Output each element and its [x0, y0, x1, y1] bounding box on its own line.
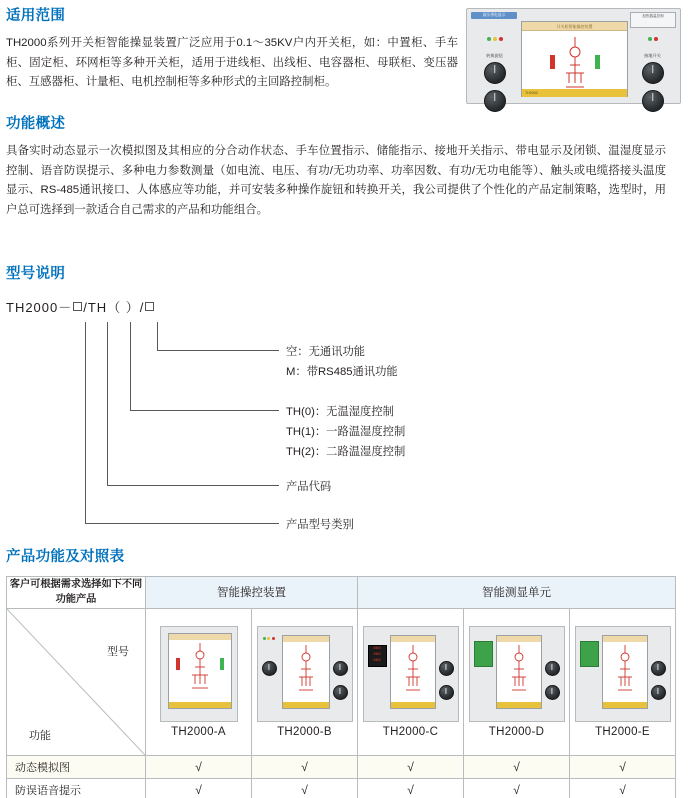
- model-note-5: 产品代码: [286, 481, 332, 493]
- thumb-c-seg-3: 888: [373, 658, 381, 663]
- feature-0-value-1: √: [252, 755, 358, 778]
- product-cell-a: [146, 608, 252, 755]
- product-thumbnail-e: [575, 626, 671, 722]
- thumb-a-screen: [168, 633, 232, 709]
- thumb-c-knob-right[interactable]: [439, 661, 454, 676]
- device-left-knob[interactable]: [484, 62, 506, 84]
- thumb-a-sld-icon: [169, 640, 231, 700]
- product-cell-d: [464, 608, 570, 755]
- product-name-a: TH2000-A: [171, 725, 226, 738]
- leader-line-h3: [107, 485, 279, 486]
- device-right-knob[interactable]: [642, 62, 664, 84]
- feature-name-0: 动态模拟图: [7, 755, 146, 778]
- thumb-b-screen: [282, 635, 330, 709]
- product-cell-c: [358, 608, 464, 755]
- feature-0-value-2: √: [358, 755, 464, 778]
- feature-1-value-1: √: [252, 778, 358, 798]
- feature-1-value-2: √: [358, 778, 464, 798]
- device-screen: [521, 21, 628, 97]
- led-red-icon-b: [272, 637, 275, 640]
- feature-0-value-0: √: [146, 755, 252, 778]
- table-row: [7, 778, 676, 798]
- thumb-c-sld-icon: [391, 642, 435, 700]
- model-note-1: M：带RS485通讯功能: [286, 366, 398, 378]
- model-note-4: TH(2)：二路温湿度控制: [286, 446, 406, 458]
- feature-name-1: 防误语音提示: [7, 778, 146, 798]
- leader-line-v2: [130, 322, 131, 410]
- led-green-icon-2: [648, 37, 652, 41]
- device-left-knob-label: 转换旋钮: [486, 53, 503, 58]
- thumb-e-sld-icon: [603, 642, 647, 700]
- single-line-diagram-icon: [540, 35, 610, 93]
- device-screen-body: [522, 31, 627, 97]
- device-left-leds: [472, 37, 517, 41]
- led-yellow-icon: [493, 37, 497, 41]
- device-right-knob-2[interactable]: [642, 90, 664, 112]
- thumb-a-bottom-bar: [169, 702, 231, 708]
- model-code-mid: /TH（ ）/: [83, 300, 145, 315]
- model-note-6: 产品型号类别: [286, 519, 354, 531]
- thumb-e-bottom-bar: [603, 702, 647, 708]
- group-header-measurement: 智能测显单元: [358, 577, 676, 609]
- led-red-icon: [499, 37, 503, 41]
- thumb-d-knob-right-2[interactable]: [545, 685, 560, 700]
- device-screen-header: 开关柜智能操控装置: [522, 22, 627, 31]
- product-thumbnail-a: [160, 626, 238, 722]
- thumb-c-seg-1: 888: [373, 646, 381, 651]
- section-table-title: 产品功能及对照表: [6, 549, 125, 565]
- leader-line-v1: [157, 322, 158, 350]
- device-right-panel: [630, 19, 675, 99]
- axis-corner-cell: [7, 608, 146, 755]
- thumb-b-sld-icon: [283, 642, 329, 700]
- table-row: [7, 755, 676, 778]
- axis-label-function: 功能: [29, 729, 51, 742]
- feature-1-value-0: √: [146, 778, 252, 798]
- product-name-e: TH2000-E: [595, 725, 650, 738]
- model-note-2: TH(0)：无温湿度控制: [286, 406, 394, 418]
- leader-line-v4: [85, 322, 86, 523]
- section-comparison-table: [6, 545, 682, 798]
- device-right-panel-title: 加热器温控制: [630, 12, 676, 28]
- led-red-icon-2: [654, 37, 658, 41]
- thumb-e-lcd-display: [580, 641, 599, 667]
- led-green-icon-b: [263, 637, 266, 640]
- group-header-operation: 智能操控装置: [146, 577, 358, 609]
- section-overview: [6, 112, 666, 220]
- product-thumbnail-b: [257, 626, 353, 722]
- diagonal-divider-icon: [7, 609, 145, 755]
- section-scope-title: 适用范围: [6, 8, 66, 24]
- feature-0-value-4: √: [570, 755, 676, 778]
- thumb-e-screen: [602, 635, 648, 709]
- model-diagram: [6, 322, 666, 532]
- model-note-0: 空：无通讯功能: [286, 346, 366, 358]
- model-code-box-1: [73, 302, 82, 311]
- axis-label-model: 型号: [107, 645, 129, 658]
- thumb-c-screen: [390, 635, 436, 709]
- section-model-title: 型号说明: [6, 266, 66, 282]
- product-name-c: TH2000-C: [382, 725, 439, 738]
- section-model: [6, 262, 666, 532]
- thumb-b-bottom-bar: [283, 702, 329, 708]
- thumb-b-leds: [263, 637, 275, 640]
- product-cell-e: [570, 608, 676, 755]
- comparison-table: [6, 576, 676, 798]
- leader-line-h2: [130, 410, 279, 411]
- table-product-row: [7, 608, 676, 755]
- leader-line-v3: [107, 322, 108, 485]
- thumb-c-digital-display: [368, 645, 387, 667]
- model-code-prefix: TH2000－: [6, 300, 73, 315]
- thumb-e-knob-right[interactable]: [651, 661, 666, 676]
- section-scope: [6, 4, 458, 93]
- thumb-c-bottom-bar: [391, 702, 435, 708]
- feature-1-value-4: √: [570, 778, 676, 798]
- section-scope-paragraph: TH2000系列开关柜智能操显装置广泛应用于0.1～35KV户内开关柜，如：中置柜、手车柜、固定柜、环网柜等多种开关柜，适用于进线柜、出线柜、电容器柜、母联柜、变压器柜、互感器柜、计量柜、电机控制柜等多种形式的主回路控制柜。: [6, 37, 458, 89]
- thumb-c-seg-2: 888: [373, 652, 381, 657]
- thumb-d-sld-icon: [497, 642, 541, 700]
- section-overview-title: 功能概述: [6, 116, 66, 132]
- thumb-d-knob-right[interactable]: [545, 661, 560, 676]
- product-cell-b: [252, 608, 358, 755]
- device-illustration: [466, 8, 681, 104]
- feature-0-value-3: √: [464, 755, 570, 778]
- thumb-b-knob-right-2[interactable]: [333, 685, 348, 700]
- table-header-row: [7, 577, 676, 609]
- led-green-icon: [487, 37, 491, 41]
- device-left-panel-title: 高压带电显示: [471, 12, 517, 19]
- product-thumbnail-c: [363, 626, 459, 722]
- feature-1-value-3: √: [464, 778, 570, 798]
- thumb-b-knob-right[interactable]: [333, 661, 348, 676]
- device-right-knob-label: 接地开关: [644, 53, 661, 58]
- device-left-panel: [472, 19, 517, 99]
- thumb-d-lcd-display: [474, 641, 493, 667]
- thumb-d-screen: [496, 635, 542, 709]
- model-code-line: [6, 297, 666, 316]
- device-left-knob-2[interactable]: [484, 90, 506, 112]
- product-thumbnail-d: [469, 626, 565, 722]
- led-yellow-icon-b: [267, 637, 270, 640]
- device-frame: [466, 8, 681, 104]
- device-bottom-brand: TH2000: [522, 89, 627, 97]
- product-name-b: TH2000-B: [277, 725, 332, 738]
- thumb-b-knob-left[interactable]: [262, 661, 277, 676]
- thumb-d-bottom-bar: [497, 702, 541, 708]
- leader-line-h4: [85, 523, 279, 524]
- product-name-d: TH2000-D: [488, 725, 545, 738]
- thumb-c-knob-right-2[interactable]: [439, 685, 454, 700]
- device-right-leds: [630, 37, 675, 41]
- thumb-e-knob-right-2[interactable]: [651, 685, 666, 700]
- model-code-box-2: [145, 302, 154, 311]
- leader-line-h1: [157, 350, 279, 351]
- model-note-3: TH(1)：一路温湿度控制: [286, 426, 406, 438]
- corner-note-cell: 客户可根据需求选择如下不同功能产品: [7, 577, 146, 609]
- section-overview-paragraph: 具备实时动态显示一次模拟图及其相应的分合动作状态、手车位置指示、储能指示、接地开关指示、带电显示及闭锁、温湿度显示控制、语音防误提示、多种电力参数测量（如电流、电压、有功/无功功率、功率因数、有功/无功电能等）、触头或电缆搭接头温度显示、RS-485通讯接口、人体感应等功能，并可安装多种操作旋钮和转换开关，我公司提供了个性化的产品定制策略，选型时，用户总可选择到一款适合自己需求的产品和功能组合。: [6, 145, 666, 216]
